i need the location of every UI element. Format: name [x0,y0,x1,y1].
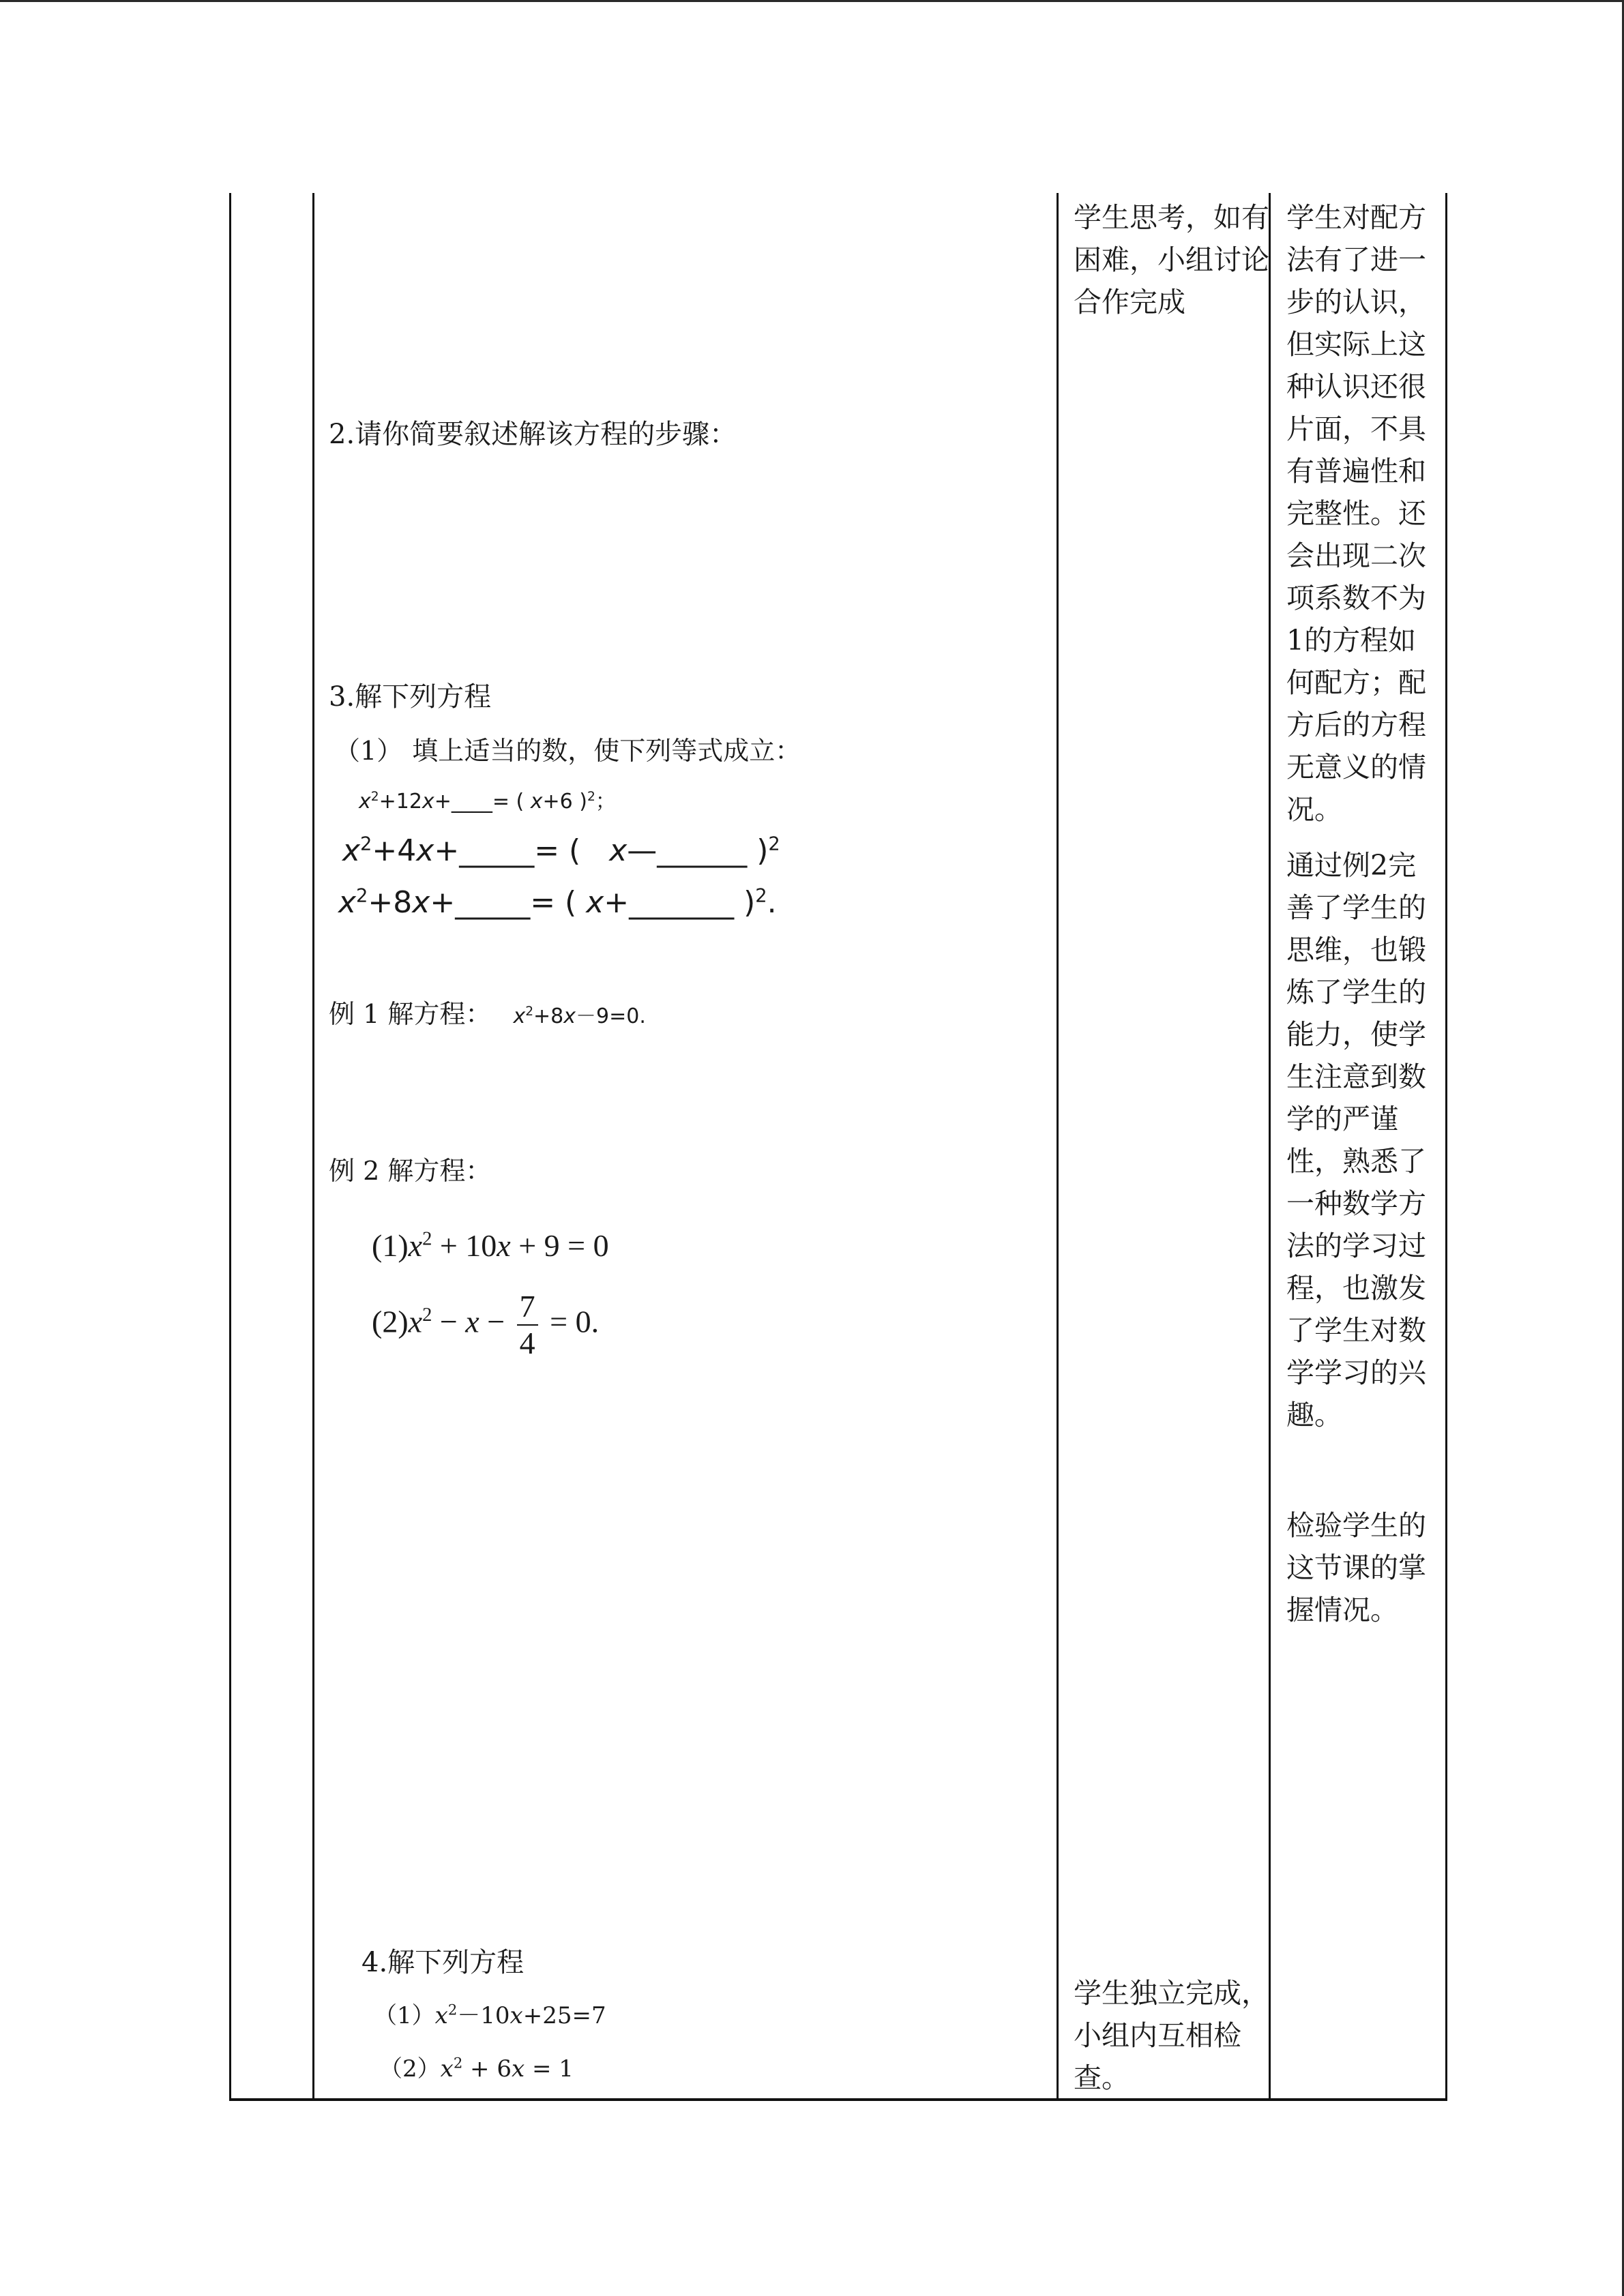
table-border-left [229,193,231,2101]
question-4-equation-2: $(2)x^2 + 6x = 1$ [379,2054,574,2083]
fill-equation-3: $x^2+8x+\_\_\_\_\_=$ ( x+_______ )$^2$. [338,885,777,920]
table-divider-2 [1057,193,1059,2101]
question-3-sub1: （1） 填上适当的数，使下列等式成立： [334,736,801,766]
design-intent-3: 检验学生的这节课的掌握情况。 [1286,1509,1426,1626]
fill-equation-1: $x^2+12x+\_\_\_\_=$ ( x+6 )$^2$； [359,790,616,814]
table-divider-1 [312,193,314,2101]
example-2-equation-1: $(1)x^2 + 10x + 9 = 0$ [372,1228,609,1263]
fill-equation-2: $x^2+4x+\_\_\_\_\_=$ ( x—______ )$^2$ [342,833,780,868]
table-border-right [1445,193,1447,2101]
table-divider-3 [1269,193,1271,2101]
student-activity-independent: 学生独立完成，小组内互相检查。 [1074,1977,1269,2094]
question-2: 2.请你简要叙述解该方程的步骤： [329,419,737,450]
fraction-seven-fourths: $\frac{7}{4}$ [517,1289,538,1361]
page-top-border [0,0,1624,2]
design-intent-1: 学生对配方法有了进一步的认识，但实际上这种认识还很片面，不具有普遍性和完整性。还会出现二次项系数不为1的方程如何配方；配方后的方程无意义的情况。 [1286,201,1426,826]
question-4-title: 4.解下列方程 [361,1947,525,1978]
example-2-equation-2: $(2)x^2 - x$ − $\frac{7}{4}$ = 0. [372,1289,600,1360]
example-2-label: 例 2 解方程： [329,1156,492,1186]
question-3-title: 3.解下列方程 [329,681,492,713]
example-1: 例 1 解方程： $x^2+8x-9=0$. [329,999,646,1029]
question-4-equation-1: $(1)x^2-10x+25=7$ [374,2001,606,2029]
student-activity-discuss: 学生思考，如有困难，小组讨论合作完成 [1074,201,1269,318]
design-intent-2: 通过例2完善了学生的思维，也锻炼了学生的能力，使学生注意到数学的严谨性，熟悉了一种数学方法的学习过程，也激发了学生对数学学习的兴趣。 [1286,849,1426,1431]
